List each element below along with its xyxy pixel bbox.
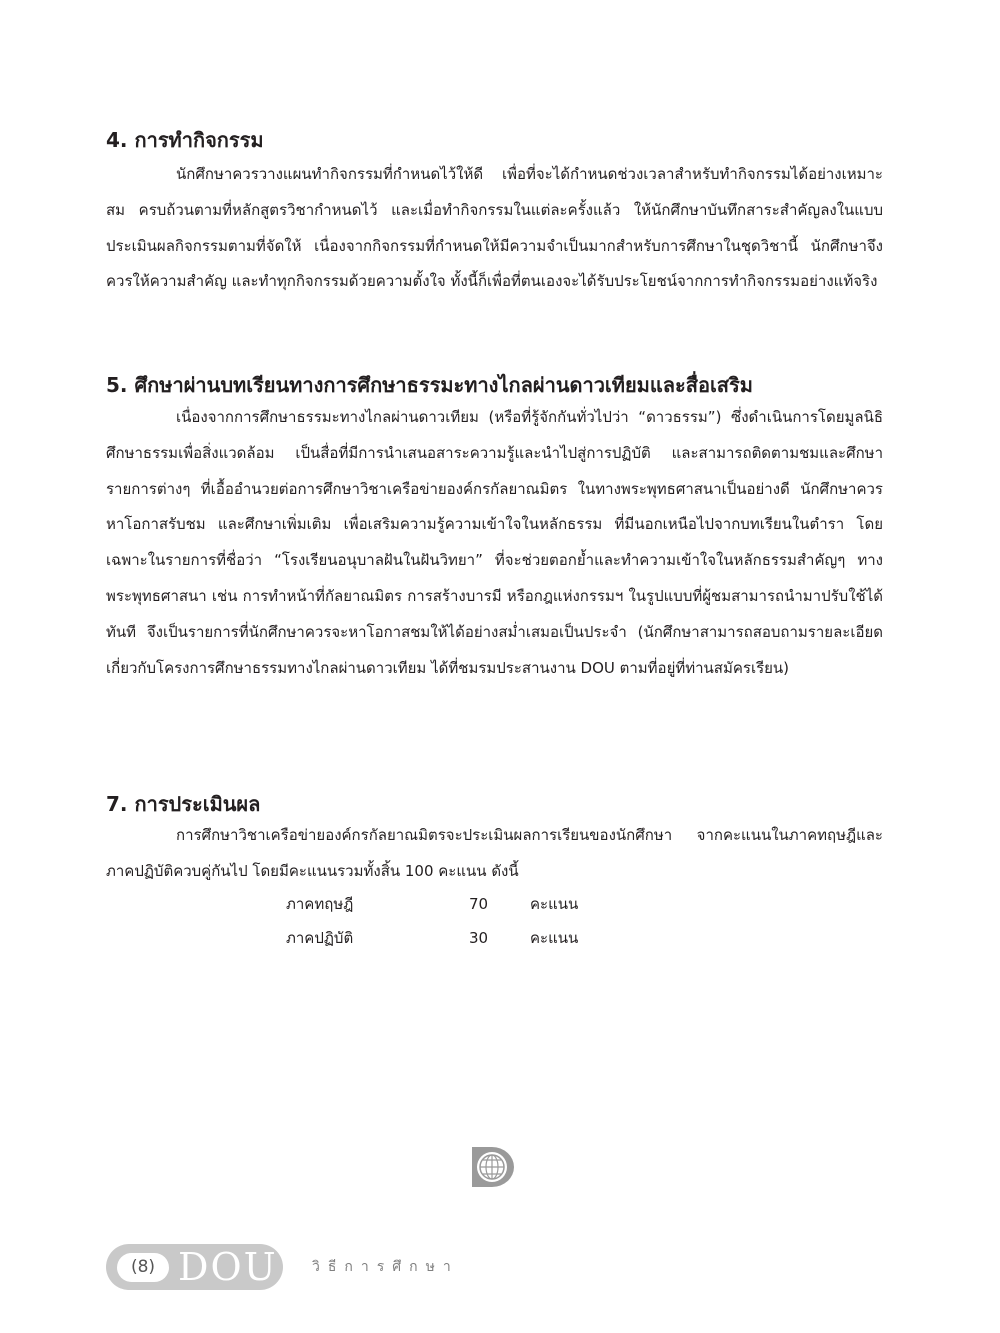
dou-logo-icon — [470, 1145, 518, 1189]
score-unit: คะแนน — [530, 929, 579, 947]
section-7-heading: 7. การประเมินผล — [106, 792, 261, 816]
page-number: (8) — [117, 1253, 169, 1282]
section-4-heading: 4. การทำกิจกรรม — [106, 128, 264, 152]
footer-brand: DOU — [178, 1245, 278, 1289]
section-7-body: การศึกษาวิชาเครือข่ายองค์กรกัลยาณมิตรจะประเมินผลการเรียนของนักศึกษา จากคะแนนในภาคทฤษฎีและภาคปฏิบัติควบคู่กันไป โดยมีคะแนนรวมทั้งสิ้น 100 คะแนน ดังนี้ — [106, 826, 883, 880]
score-label: ภาคทฤษฎี — [286, 895, 354, 913]
score-label: ภาคปฏิบัติ — [286, 929, 354, 947]
book-title: วิธีการศึกษา — [312, 1259, 459, 1275]
section-5-body: เนื่องจากการศึกษาธรรมะทางไกลผ่านดาวเทียม (หรือที่รู้จักกันทั่วไปว่า “ดาวธรรม”) ซึ่งดำเนินการโดยมูลนิธิศึกษาธรรมเพื่อสิ่งแวดล้อม เป็นสื่อที่มีการนำเสนอสาระความรู้และนำไปสู่การปฏิบัติ และสามารถติดตามชมและศึกษารายการต่างๆ ที่เอื้ออำนวยต่อการศึกษาวิชาเครือข่ายองค์กรกัลยาณมิตร ในทางพระพุทธศาสนาเป็นอย่างดี นักศึกษาควรหาโอกาสรับชม และศึกษาเพิ่มเติม เพื่อเสริมความรู้ความเข้าใจในหลักธรรม ที่มีนอกเหนือไปจากบทเรียนในตำรา โดยเฉพาะในรายการที่ชื่อว่า “โรงเรียนอนุบาลฝันในฝันวิทยา” ที่จะช่วยตอกย้ำและทำความเข้าใจในหลักธรรมสำคัญๆ ทางพระพุทธศาสนา เช่น การทำหน้าที่กัลยาณมิตร การสร้างบารมี หรือกฎแห่งกรรมฯ ในรูปแบบที่ผู้ชมสามารถนำมาปรับใช้ได้ทันที จึงเป็นรายการที่นักศึกษาควรจะหาโอกาสชมให้ได้อย่างสม่ำเสมอเป็นประจำ (นักศึกษาสามารถสอบถามรายละเอียดเกี่ยวกับโครงการศึกษาธรรมทางไกลผ่านดาวเทียม ได้ที่ชมรมประสานงาน DOU ตามที่อยู่ที่ท่านสมัครเรียน) — [106, 408, 883, 677]
score-unit: คะแนน — [530, 895, 579, 913]
section-4-body: นักศึกษาควรวางแผนทำกิจกรรมที่กำหนดไว้ให้ดี เพื่อที่จะได้กำหนดช่วงเวลาสำหรับทำกิจกรรมได้อย่างเหมาะสม ครบถ้วนตามที่หลักสูตรวิชากำหนดไว้ และเมื่อทำกิจกรรมในแต่ละครั้งแล้ว ให้นักศึกษาบันทึกสาระสำคัญลงในแบบประเมินผลกิจกรรมตามที่จัดให้ เนื่องจากกิจกรรมที่กำหนดให้มีความจำเป็นมากสำหรับการศึกษาในชุดวิชานี้ นักศึกษาจึงควรให้ความสำคัญ และทำทุกกิจกรรมด้วยความตั้งใจ ทั้งนี้ก็เพื่อที่ตนเองจะได้รับประโยชน์จากการทำกิจกรรมอย่างแท้จริง — [106, 165, 883, 291]
score-points: 30 — [469, 929, 489, 947]
score-points: 70 — [469, 895, 489, 913]
section-5-heading: 5. ศึกษาผ่านบทเรียนทางการศึกษาธรรมะทางไกลผ่านดาวเทียมและสื่อเสริม — [106, 373, 753, 397]
